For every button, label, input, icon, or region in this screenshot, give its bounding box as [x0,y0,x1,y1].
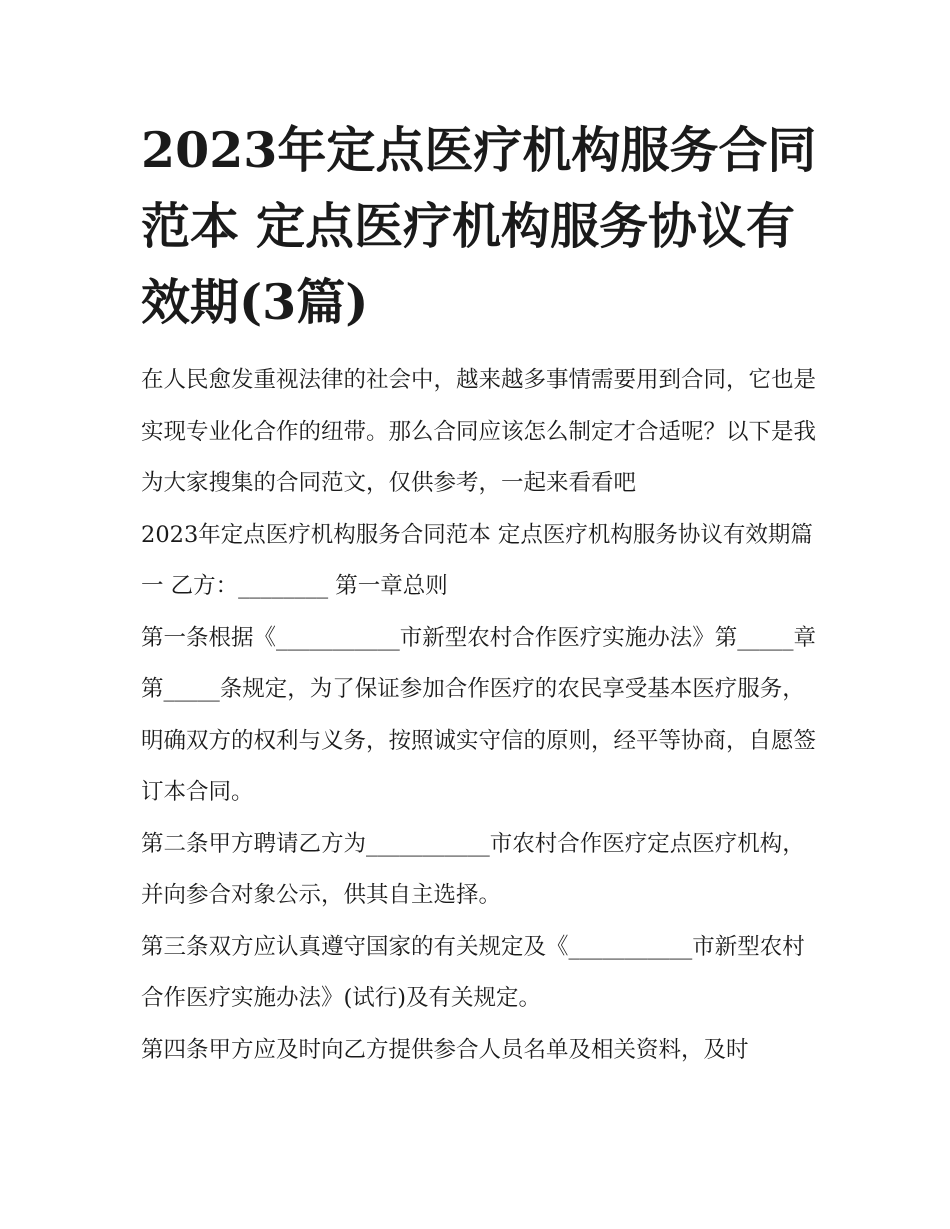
article-1-paragraph: 第一条根据《___________市新型农村合作医疗实施办法》第_____章第_____条规定，为了保证参加合作医疗的农民享受基本医疗服务，明确双方的权利与义务，按照诚实守信的原则，经平等协商，自愿签订本合同。 [141,624,817,805]
article-2-paragraph: 第二条甲方聘请乙方为___________市农村合作医疗定点医疗机构，并向参合对象公示，供其自主选择。 [141,830,805,908]
document-title: 2023年定点医疗机构服务合同范本 定点医疗机构服务协议有效期(3篇) [141,121,817,331]
article-3-paragraph: 第三条双方应认真遵守国家的有关规定及《___________市新型农村合作医疗实施办法》(试行)及有关规定。 [141,933,805,1011]
article-4-paragraph: 第四条甲方应及时向乙方提供参合人员名单及相关资料，及时 [141,1036,749,1063]
intro-paragraph: 在人民愈发重视法律的社会中，越来越多事情需要用到合同，它也是实现专业化合作的纽带。那么合同应该怎么制定才合适呢？以下是我为大家搜集的合同范文，仅供参考，一起来看看吧 [141,367,817,496]
section-heading-paragraph: 2023年定点医疗机构服务合同范本 定点医疗机构服务协议有效期篇一 乙方：________ 第一章总则 [141,521,813,599]
document-body [141,355,817,1076]
